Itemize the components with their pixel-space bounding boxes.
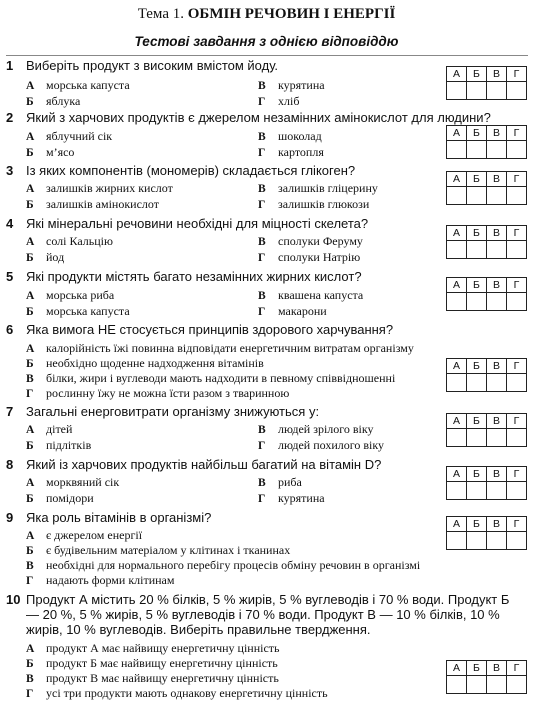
question-number: 10 xyxy=(6,592,21,607)
option-text: солі Кальцію xyxy=(46,234,113,248)
answer-option xyxy=(26,129,112,144)
option-letter: Б xyxy=(26,658,34,670)
answer-grid-letter: Г xyxy=(507,414,527,429)
answer-option xyxy=(26,543,290,558)
option-text: необхідні для нормального перебігу процесів обміну речовин в організмі xyxy=(46,558,421,572)
answer-cell[interactable] xyxy=(487,676,507,694)
divider xyxy=(6,55,528,56)
question-number: 9 xyxy=(6,510,14,525)
option-letter: Б xyxy=(26,545,34,557)
option-letter: Б xyxy=(26,252,34,264)
option-letter: Б xyxy=(26,96,34,108)
answer-grid-letter: Г xyxy=(507,359,527,374)
answer-grid-letter: Б xyxy=(467,278,487,293)
option-text: курятина xyxy=(278,78,325,92)
option-text: морська риба xyxy=(46,288,115,302)
answer-cell[interactable] xyxy=(507,676,527,694)
option-text: морська капуста xyxy=(46,78,130,92)
option-letter: В xyxy=(258,183,266,195)
answer-cell[interactable] xyxy=(467,532,487,550)
option-letter: А xyxy=(26,477,35,489)
option-letter: Г xyxy=(258,252,266,264)
answer-cell[interactable] xyxy=(467,429,487,447)
option-text: шоколад xyxy=(278,129,322,143)
option-text: макарони xyxy=(278,304,327,318)
answer-cell[interactable] xyxy=(467,482,487,500)
answer-grid-letter: В xyxy=(487,172,507,187)
option-text: морквяний сік xyxy=(46,475,120,489)
option-text: яблука xyxy=(46,94,81,108)
answer-cell[interactable] xyxy=(447,187,467,205)
answer-option xyxy=(26,671,279,686)
question-number: 8 xyxy=(6,457,14,472)
option-letter: Г xyxy=(26,575,34,587)
question-text: Які продукти містять багато незамінних жирних кислот? xyxy=(26,269,362,284)
answer-grid-letter: В xyxy=(487,359,507,374)
answer-grid-letter: В xyxy=(487,467,507,482)
answer-option xyxy=(26,356,264,371)
option-text: залишків жирних кислот xyxy=(46,181,173,195)
answer-grid-letter: А xyxy=(447,172,467,187)
answer-cell[interactable] xyxy=(447,429,467,447)
answer-grid-letter: Б xyxy=(467,661,487,676)
answer-grid-letter: В xyxy=(487,226,507,241)
answer-option xyxy=(26,475,119,490)
answer-grid-letter: В xyxy=(487,414,507,429)
option-letter: В xyxy=(258,424,266,436)
answer-option xyxy=(26,250,64,265)
option-text: картопля xyxy=(278,145,324,159)
option-letter: А xyxy=(26,183,35,195)
answer-option xyxy=(258,197,369,212)
answer-grid-letter: Б xyxy=(467,517,487,532)
question-number: 7 xyxy=(6,404,14,419)
option-letter: Г xyxy=(258,199,266,211)
answer-grid-letter: Б xyxy=(467,359,487,374)
answer-cell[interactable] xyxy=(487,187,507,205)
answer-grid-letter: А xyxy=(447,661,467,676)
option-letter: Б xyxy=(26,440,34,452)
question-text: Продукт А містить 20 % білків, 5 % жирів, 5 % вуглеводів і 70 % води. Продукт Б — 20 %, 5 % жирів, 5 % вуглеводів і 70 % води. Продукт В — 10 % білків, 10 % жирів, 10 % вуглеводів. Виберіть правильне твердження. xyxy=(26,592,510,637)
answer-option xyxy=(26,181,173,196)
question-text: Загальні енерговитрати організму знижуються у: xyxy=(26,404,320,419)
answer-cell[interactable] xyxy=(447,241,467,259)
option-letter: А xyxy=(26,643,35,655)
answer-option xyxy=(258,145,324,160)
answer-cell[interactable] xyxy=(447,374,467,392)
answer-cell[interactable] xyxy=(467,82,487,100)
answer-option xyxy=(258,422,374,437)
answer-cell[interactable] xyxy=(507,141,527,159)
question-text: Який із харчових продуктів найбільш багатий на вітамін D? xyxy=(26,457,382,472)
answer-grid-letter: В xyxy=(487,278,507,293)
answer-option xyxy=(258,475,302,490)
option-text: рослинну їжу не можна їсти разом з тваринною xyxy=(46,386,290,400)
answer-cell[interactable] xyxy=(447,482,467,500)
answer-option xyxy=(258,491,325,506)
answer-grid xyxy=(446,66,527,100)
answer-cell[interactable] xyxy=(487,482,507,500)
option-text: морська капуста xyxy=(46,304,130,318)
answer-cell[interactable] xyxy=(507,187,527,205)
option-letter: Г xyxy=(258,147,266,159)
option-letter: А xyxy=(26,424,35,436)
topic-prefix: Тема 1. xyxy=(137,6,184,22)
option-letter: Г xyxy=(258,306,266,318)
question-number: 1 xyxy=(6,58,14,73)
option-letter: А xyxy=(26,530,35,542)
question-text: Із яких компонентів (мономерів) складається глікоген? xyxy=(26,163,356,178)
answer-grid-letter: Г xyxy=(507,67,527,82)
answer-cell[interactable] xyxy=(507,482,527,500)
option-letter: А xyxy=(26,131,35,143)
topic-title xyxy=(0,4,533,24)
question-number: 5 xyxy=(6,269,14,284)
answer-option xyxy=(258,304,327,319)
answer-option xyxy=(26,341,414,356)
answer-grid-letter: Г xyxy=(507,467,527,482)
answer-option xyxy=(258,438,384,453)
answer-cell[interactable] xyxy=(447,676,467,694)
option-letter: В xyxy=(26,673,34,685)
answer-grid-letter: В xyxy=(487,126,507,141)
answer-cell[interactable] xyxy=(487,374,507,392)
answer-option xyxy=(26,145,74,160)
question-number: 2 xyxy=(6,110,14,125)
answer-option xyxy=(26,491,94,506)
answer-grid-letter: В xyxy=(487,517,507,532)
option-text: є джерелом енергії xyxy=(46,528,143,542)
answer-grid-letter: Г xyxy=(507,661,527,676)
answer-option xyxy=(26,197,159,212)
option-letter: Б xyxy=(26,358,34,370)
answer-cell[interactable] xyxy=(487,293,507,311)
answer-cell[interactable] xyxy=(487,241,507,259)
answer-grid-letter: Б xyxy=(467,67,487,82)
answer-cell[interactable] xyxy=(467,241,487,259)
answer-grid-letter: Г xyxy=(507,126,527,141)
option-letter: Г xyxy=(258,96,266,108)
answer-cell[interactable] xyxy=(507,532,527,550)
section-subtitle: Тестові завдання з однією відповіддю xyxy=(134,34,399,49)
question-number: 4 xyxy=(6,216,14,231)
question-number: 3 xyxy=(6,163,14,178)
option-letter: В xyxy=(258,236,266,248)
question-number: 6 xyxy=(6,322,14,337)
answer-grid-letter: Б xyxy=(467,172,487,187)
answer-option xyxy=(26,656,278,671)
answer-grid-letter: Б xyxy=(467,226,487,241)
answer-cell[interactable] xyxy=(487,82,507,100)
answer-option xyxy=(258,250,360,265)
answer-cell[interactable] xyxy=(467,676,487,694)
answer-cell[interactable] xyxy=(447,82,467,100)
option-text: залишків амінокислот xyxy=(46,197,159,211)
option-letter: А xyxy=(26,343,35,355)
option-text: підлітків xyxy=(46,438,92,452)
answer-option xyxy=(258,181,378,196)
answer-option xyxy=(26,686,328,701)
option-letter: В xyxy=(258,477,266,489)
option-letter: Г xyxy=(26,388,34,400)
topic-name: ОБМІН РЕЧОВИН І ЕНЕРГІЇ xyxy=(187,6,396,22)
option-text: залишків гліцерину xyxy=(278,181,378,195)
option-letter: Г xyxy=(258,493,266,505)
option-text: залишків глюкози xyxy=(278,197,370,211)
answer-cell[interactable] xyxy=(447,141,467,159)
option-letter: В xyxy=(258,131,266,143)
answer-grid-letter: А xyxy=(447,67,467,82)
option-text: людей похилого віку xyxy=(278,438,385,452)
option-letter: Б xyxy=(26,147,34,159)
answer-option xyxy=(258,234,363,249)
option-letter: В xyxy=(26,560,34,572)
answer-cell[interactable] xyxy=(467,293,487,311)
answer-grid-letter: Г xyxy=(507,172,527,187)
answer-option xyxy=(26,386,289,401)
answer-option xyxy=(26,422,72,437)
answer-cell[interactable] xyxy=(507,374,527,392)
answer-grid-letter: А xyxy=(447,226,467,241)
answer-grid-letter: А xyxy=(447,359,467,374)
option-letter: Г xyxy=(26,688,34,700)
question-text: Яка роль вітамінів в організмі? xyxy=(26,510,212,525)
answer-option xyxy=(26,558,420,573)
answer-grid-letter: А xyxy=(447,467,467,482)
option-text: продукт А має найвищу енергетичну цінність xyxy=(46,641,280,655)
answer-cell[interactable] xyxy=(467,141,487,159)
option-text: помідори xyxy=(46,491,94,505)
option-text: м’ясо xyxy=(46,145,75,159)
answer-grid xyxy=(446,413,527,447)
answer-cell[interactable] xyxy=(507,82,527,100)
answer-cell[interactable] xyxy=(487,532,507,550)
option-text: яблучний сік xyxy=(46,129,113,143)
option-letter: В xyxy=(26,373,34,385)
answer-grid xyxy=(446,277,527,311)
option-text: сполуки Феруму xyxy=(278,234,363,248)
question-text: Який з харчових продуктів є джерелом незамінних амінокислот для людини? xyxy=(26,110,491,125)
option-text: риба xyxy=(278,475,302,489)
answer-grid xyxy=(446,225,527,259)
answer-grid-letter: Б xyxy=(467,467,487,482)
option-text: хліб xyxy=(278,94,300,108)
answer-grid-letter: А xyxy=(447,517,467,532)
option-text: усі три продукти мають однакову енергетичну цінність xyxy=(46,686,328,700)
answer-grid-letter: А xyxy=(447,278,467,293)
answer-option xyxy=(26,371,395,386)
option-text: продукт В має найвищу енергетичну цінність xyxy=(46,671,279,685)
answer-grid-letter: Г xyxy=(507,517,527,532)
answer-grid-letter: Б xyxy=(467,414,487,429)
option-letter: Б xyxy=(26,306,34,318)
option-text: квашена капуста xyxy=(278,288,364,302)
answer-option xyxy=(26,641,280,656)
option-letter: Б xyxy=(26,199,34,211)
answer-grid xyxy=(446,466,527,500)
option-letter: Б xyxy=(26,493,34,505)
option-letter: А xyxy=(26,236,35,248)
answer-option xyxy=(258,288,363,303)
answer-grid-letter: Б xyxy=(467,126,487,141)
answer-cell[interactable] xyxy=(467,374,487,392)
answer-cell[interactable] xyxy=(487,429,507,447)
answer-option xyxy=(26,573,174,588)
option-letter: Г xyxy=(258,440,266,452)
option-text: надають форми клітинам xyxy=(46,573,175,587)
answer-grid-letter: В xyxy=(487,661,507,676)
answer-grid-letter: Г xyxy=(507,226,527,241)
option-text: продукт Б має найвищу енергетичну цінність xyxy=(46,656,278,670)
answer-grid-letter: А xyxy=(447,414,467,429)
answer-cell[interactable] xyxy=(487,141,507,159)
option-text: курятина xyxy=(278,491,325,505)
answer-option xyxy=(26,234,113,249)
option-text: білки, жири і вуглеводи мають надходити в певному співвідношенні xyxy=(46,371,396,385)
answer-option xyxy=(258,129,322,144)
answer-option xyxy=(26,94,80,109)
answer-option xyxy=(258,78,325,93)
question-text: Виберіть продукт з високим вмістом йоду. xyxy=(26,58,279,73)
option-text: є будівельним матеріалом у клітинах і тканинах xyxy=(46,543,291,557)
option-letter: В xyxy=(258,80,266,92)
answer-cell[interactable] xyxy=(507,429,527,447)
option-text: калорійність їжі повинна відповідати енергетичним витратам організму xyxy=(46,341,414,355)
option-text: йод xyxy=(46,250,65,264)
answer-option xyxy=(26,288,114,303)
answer-option xyxy=(258,94,299,109)
answer-grid xyxy=(446,358,527,392)
option-letter: А xyxy=(26,80,35,92)
answer-option xyxy=(26,304,130,319)
answer-grid-letter: Г xyxy=(507,278,527,293)
option-text: людей зрілого віку xyxy=(278,422,374,436)
answer-grid xyxy=(446,516,527,550)
answer-option xyxy=(26,78,130,93)
answer-grid-letter: В xyxy=(487,67,507,82)
answer-grid xyxy=(446,171,527,205)
answer-option xyxy=(26,438,91,453)
answer-cell[interactable] xyxy=(507,293,527,311)
option-text: необхідно щоденне надходження вітамінів xyxy=(46,356,264,370)
option-letter: А xyxy=(26,290,35,302)
answer-cell[interactable] xyxy=(507,241,527,259)
answer-cell[interactable] xyxy=(447,532,467,550)
option-letter: В xyxy=(258,290,266,302)
answer-cell[interactable] xyxy=(467,187,487,205)
question-text: Які мінеральні речовини необхідні для міцності скелета? xyxy=(26,216,369,231)
option-text: сполуки Натрію xyxy=(278,250,361,264)
option-text: дітей xyxy=(46,422,73,436)
answer-grid xyxy=(446,125,527,159)
answer-grid xyxy=(446,660,527,694)
answer-cell[interactable] xyxy=(447,293,467,311)
answer-grid-letter: А xyxy=(447,126,467,141)
answer-option xyxy=(26,528,142,543)
question-text: Яка вимога НЕ стосується принципів здорового харчування? xyxy=(26,322,394,337)
